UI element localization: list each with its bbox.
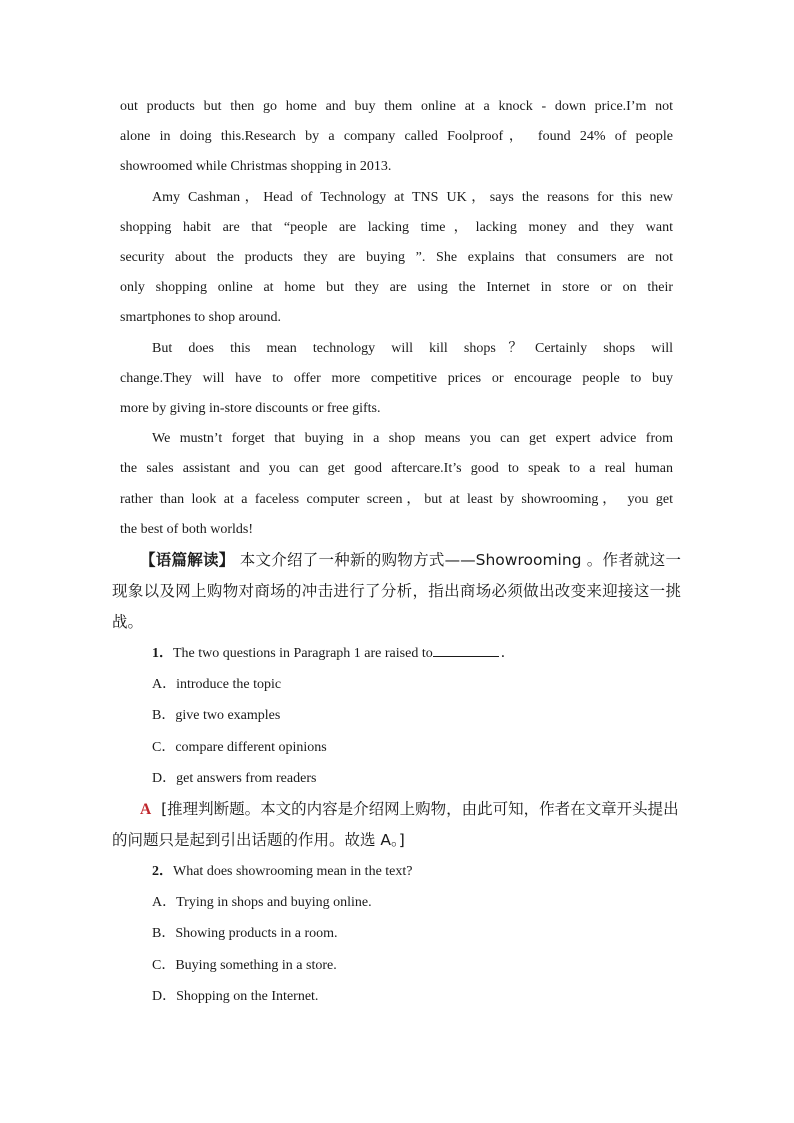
option-c: C．Buying something in a store.: [152, 957, 337, 973]
question-2: [120, 856, 673, 1012]
answer-explanation: [112, 794, 681, 856]
text-line: We mustn’t forget that buying in a shop means you can get expert advice from: [152, 431, 673, 447]
option-d: D．Shopping on the Internet.: [152, 988, 319, 1004]
question-stem: [120, 856, 673, 887]
passage-paragraph-2: [120, 183, 673, 334]
option-b: B．give two examples: [152, 708, 281, 724]
option-c: C．compare different opinions: [152, 739, 327, 755]
question-1: [112, 638, 679, 856]
text-line: out products but then go home and buy them online at a knock - down price.I’m not: [120, 99, 673, 114]
question-number: 1．: [152, 646, 173, 662]
text-line: the best of both worlds!: [120, 521, 253, 537]
text-line: rather than look at a faceless computer screen，but at least by showrooming， you get: [120, 491, 673, 507]
text-line: alone in doing this.Research by a company called Foolproof， found 24% of people: [120, 129, 673, 145]
passage-paragraph-4: [120, 424, 673, 545]
question-text: What does showrooming mean in the text?: [173, 864, 413, 880]
question-stem: [120, 638, 673, 669]
analysis-text: 本文介绍了一种新的购物方式——Showrooming 。作者就这一现象以及网上购物对商场的冲击进行了分析，指出商场必须做出改变来迎接这一挑战。: [112, 551, 681, 632]
option-a: A．Trying in shops and buying online.: [152, 895, 372, 911]
passage-analysis: [112, 545, 681, 638]
text-line: smartphones to shop around.: [120, 310, 281, 326]
document-page: [112, 92, 681, 1012]
passage-paragraph-1: [120, 92, 673, 183]
question-text: The two questions in Paragraph 1 are raised to: [173, 646, 433, 662]
text-line: the sales assistant and you can get good aftercare.It’s good to speak to a real human: [120, 461, 673, 477]
answer-blank: [433, 642, 499, 657]
passage-paragraph-3: [120, 334, 673, 425]
text-line: more by giving in-store discounts or free gifts.: [120, 401, 381, 417]
option-b: B．Showing products in a room.: [152, 926, 338, 942]
text-line: security about the products they are buying ”. She explains that consumers are not: [120, 250, 673, 266]
answer-key: A: [140, 801, 152, 819]
text-line: change.They will have to offer more competitive prices or encourage people to buy: [120, 370, 673, 386]
blank-suffix: ．: [500, 646, 515, 662]
analysis-tag: 【语篇解读】: [140, 551, 235, 570]
text-line: shopping habit are that “people are lacking time，lacking money and they want: [120, 219, 673, 235]
option-d: D．get answers from readers: [152, 770, 317, 786]
text-line: Amy Cashman，Head of Technology at TNS UK，says the reasons for this new: [152, 189, 673, 205]
explanation-text: [推理判断题。本文的内容是介绍网上购物，由此可知，作者在文章开头提出的问题只是起到引出话题的作用。故选 A。]: [112, 800, 679, 850]
text-line: But does this mean technology will kill shops？Certainly shops will: [152, 340, 673, 356]
text-line: showroomed while Christmas shopping in 2013.: [120, 159, 392, 175]
option-a: A．introduce the topic: [152, 677, 282, 693]
text-line: only shopping online at home but they are using the Internet in store or on their: [120, 280, 673, 296]
question-number: 2．: [152, 864, 173, 880]
